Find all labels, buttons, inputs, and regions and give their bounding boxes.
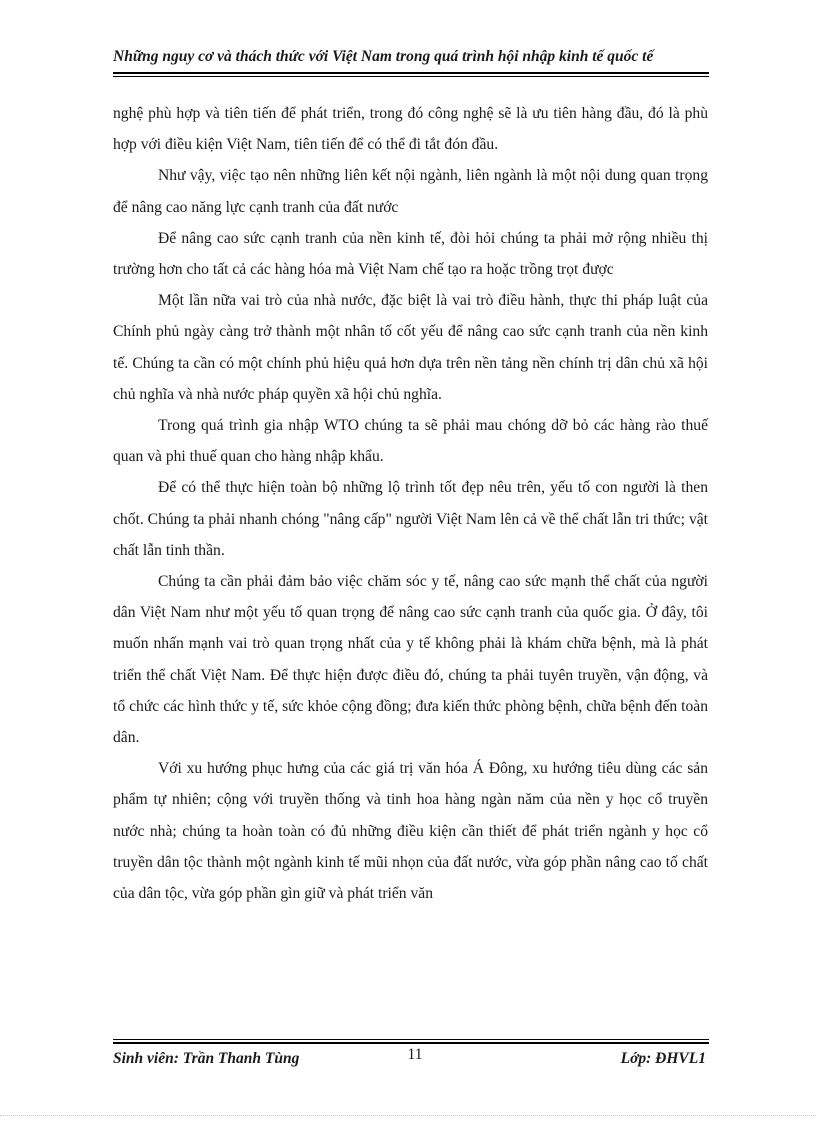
page-header-title: Những nguy cơ và thách thức với Việt Nam trong quá trình hội nhập kinh tế quốc tế xyxy=(113,48,654,65)
paragraph: Để có thể thực hiện toàn bộ những lộ trình tốt đẹp nêu trên, yếu tố con người là then chốt. Chúng ta phải nhanh chóng "nâng cấp" người Việt Nam lên cả về thể chất lẫn tri thức; vật chất lẫn tinh thần. xyxy=(113,479,708,559)
paragraph: Trong quá trình gia nhập WTO chúng ta sẽ phải mau chóng dỡ bỏ các hàng rào thuế quan và phi thuế quan cho hàng nhập khẩu. xyxy=(113,417,708,466)
footer-rule xyxy=(113,1042,709,1044)
paragraph: Để nâng cao sức cạnh tranh của nền kinh tế, đòi hỏi chúng ta phải mở rộng nhiều thị trường hơn cho tất cả các hàng hóa mà Việt Nam chế tạo ra hoặc trồng trọt được xyxy=(113,229,708,279)
document-body xyxy=(113,98,708,909)
paragraph: Với xu hướng phục hưng của các giá trị văn hóa Á Đông, xu hướng tiêu dùng các sản phẩm tự nhiên; cộng với truyền thống và tinh hoa hàng ngàn năm của nền y học cổ truyền nước nhà; chúng ta hoàn toàn có đủ những điều kiện cần thiết để phát triển ngành y học cổ truyền dân tộc thành một ngành kinh tế mũi nhọn của đất nước, vừa góp phần nâng cao tố chất của dân tộc, vừa góp phần gìn giữ và phát triển văn xyxy=(113,760,708,903)
footer-class-label: Lớp: ĐHVL1 xyxy=(620,1050,706,1067)
paragraph: Một lần nữa vai trò của nhà nước, đặc biệt là vai trò điều hành, thực thi pháp luật của Chính phủ ngày càng trở thành một nhân tố cốt yếu để nâng cao sức cạnh tranh của nền kinh tế. Chúng ta cần có một chính phủ hiệu quả hơn dựa trên nền tảng nền chính trị dân chủ xã hội chủ nghĩa và nhà nước pháp quyền xã hội chủ nghĩa. xyxy=(113,292,708,403)
header-rule-secondary xyxy=(113,76,709,77)
footer-student-name: Sinh viên: Trần Thanh Tùng xyxy=(113,1050,300,1067)
header-rule xyxy=(113,72,709,74)
page-edge-divider xyxy=(0,1115,816,1116)
paragraph: Như vậy, việc tạo nên những liên kết nội ngành, liên ngành là một nội dung quan trọng để nâng cao năng lực cạnh tranh của đất nước xyxy=(113,167,708,216)
paragraph: nghệ phù hợp và tiên tiến để phát triển, trong đó công nghệ sẽ là ưu tiên hàng đầu, đó là phù hợp với điều kiện Việt Nam, tiên tiến để có thể đi tắt đón đầu. xyxy=(113,105,708,154)
paragraph: Chúng ta cần phải đảm bảo việc chăm sóc y tế, nâng cao sức mạnh thể chất của người dân Việt Nam như một yếu tố quan trọng để nâng cao sức cạnh tranh của quốc gia. Ở đây, tôi muốn nhấn mạnh vai trò quan trọng nhất của y tế không phải là khám chữa bệnh, mà là phát triển thể chất Việt Nam. Để thực hiện được điều đó, chúng ta phải tuyên truyền, vận động, và tổ chức các hình thức y tế, sức khỏe cộng đồng; đưa kiến thức phòng bệnh, chữa bệnh đến toàn dân. xyxy=(113,573,708,747)
page-number: 11 xyxy=(407,1046,423,1063)
footer-rule-secondary xyxy=(113,1039,709,1040)
